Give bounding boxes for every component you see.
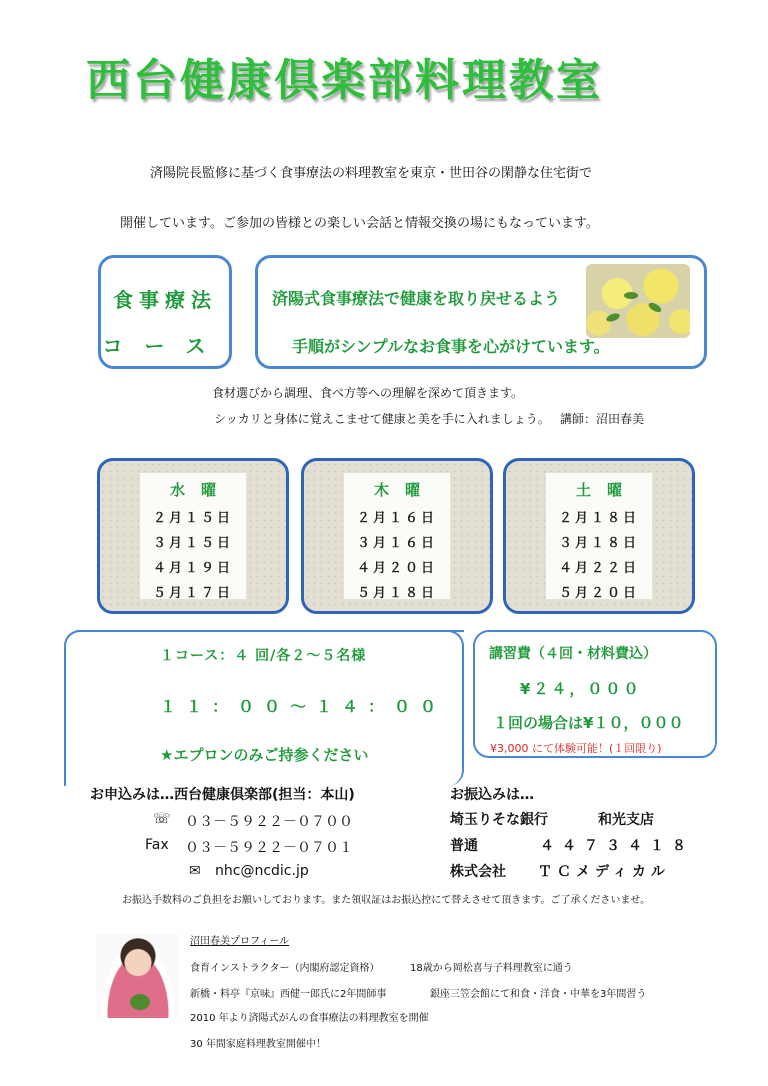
class-date: ４月２０日 [356, 561, 437, 576]
note-line-2: シッカリと身体に覚えこませて健康と美を手に入れましょう。 [214, 412, 550, 426]
mail-icon: ✉ [189, 863, 201, 879]
class-date: ５月２０日 [558, 586, 639, 601]
bank-name: 埼玉りそな銀行 [450, 812, 548, 828]
fax-number: ０３－５９２２－０７０１ [185, 840, 353, 856]
profile-title: 沼田春美プロフィール [190, 936, 289, 947]
intro-line-1: 済陽院長監修に基づく食事療法の料理教室を東京・世田谷の閑静な住宅街で [150, 166, 593, 181]
payment-heading: お振込みは… [450, 787, 534, 803]
fee-price: ¥２４，０００ [520, 680, 642, 698]
phone-icon: ☏ [153, 811, 171, 827]
company-label: 株式会社 [450, 864, 506, 880]
email-address[interactable]: nhc@ncdic.jp [215, 863, 309, 879]
fax-label: Fax [145, 837, 169, 853]
apron-note: ★エプロンのみご持参ください [160, 746, 369, 764]
profile-line-2a: 新橋・料亭『京味』西健一郎氏に2年間師事 [190, 989, 387, 1000]
day-heading: 土曜 [575, 481, 638, 499]
day-heading: 水曜 [169, 481, 232, 499]
description-line-1: 済陽式食事療法で健康を取り戻せるよう [272, 289, 561, 308]
class-date: ３月１６日 [356, 536, 437, 551]
instructor-label: 講師：沼田春美 [560, 412, 645, 426]
application-heading: お申込みは…西台健康倶楽部(担当：本山) [90, 787, 355, 803]
profile-line-3: 2010 年より済陽式がんの食事療法の料理教室を開催 [190, 1013, 429, 1024]
schedule-card-thursday [301, 458, 493, 614]
note-line-1: 食材選びから調理、食べ方等への理解を深めて頂きます。 [212, 386, 524, 400]
fee-note: お振込手数料のご負担をお願いしております。また領収証はお振込控にて替えさせて頂きます。ご了承くださいませ。 [122, 895, 651, 906]
day-heading: 木曜 [373, 481, 436, 499]
page-title: 西台健康倶楽部料理教室 [86, 55, 603, 106]
course-label-line-2: コース [102, 334, 228, 358]
profile-line-1a: 食育インストラクター（内閣府認定資格） [190, 963, 380, 974]
class-date: ５月１７日 [152, 586, 233, 601]
account-number: ４４７３４１８ [540, 838, 694, 854]
class-time: １１：００～１４：００ [160, 697, 447, 716]
course-box [98, 255, 232, 369]
course-label-line-1: 食事療法 [113, 288, 217, 312]
fee-single-class: １回の場合は¥１０，０００ [493, 714, 684, 732]
description-line-2: 手順がシンプルなお食事を心がけています。 [292, 337, 610, 356]
class-date: ３月１８日 [558, 536, 639, 551]
profile-line-4: 30 年間家庭料理教室開催中！ [190, 1039, 326, 1050]
intro-line-2: 開催しています。ご参加の皆様との楽しい会話と情報交換の場にもなっています。 [120, 216, 599, 231]
schedule-card-wednesday [97, 458, 289, 614]
profile-line-1b: 18歳から岡松喜与子料理教室に通う [410, 963, 573, 974]
instructor-photo [96, 934, 180, 1018]
class-date: ３月１５日 [152, 536, 233, 551]
class-date: ４月１９日 [152, 561, 233, 576]
fee-title: 講習費（４回・材料費込） [489, 646, 657, 662]
fee-trial: ¥3,000 にて体験可能！(１回限り) [490, 742, 662, 755]
class-date: ４月２２日 [558, 561, 639, 576]
bank-branch: 和光支店 [598, 812, 654, 828]
account-type: 普通 [450, 838, 478, 854]
class-date: ２月１８日 [558, 511, 639, 526]
schedule-card-saturday [503, 458, 695, 614]
course-summary: １コース：４ 回/各２～５名様 [160, 648, 367, 664]
description-box [255, 255, 707, 369]
class-date: ５月１８日 [356, 586, 437, 601]
class-date: ２月１５日 [152, 511, 233, 526]
company-name: ＴＣメディカル [538, 864, 670, 880]
class-date: ２月１６日 [356, 511, 437, 526]
lemons-image [586, 264, 690, 338]
profile-line-2b: 銀座三笠会館にて和食・洋食・中華を3年間習う [430, 989, 647, 1000]
phone-number[interactable]: ０３－５９２２－０７００ [185, 814, 353, 830]
